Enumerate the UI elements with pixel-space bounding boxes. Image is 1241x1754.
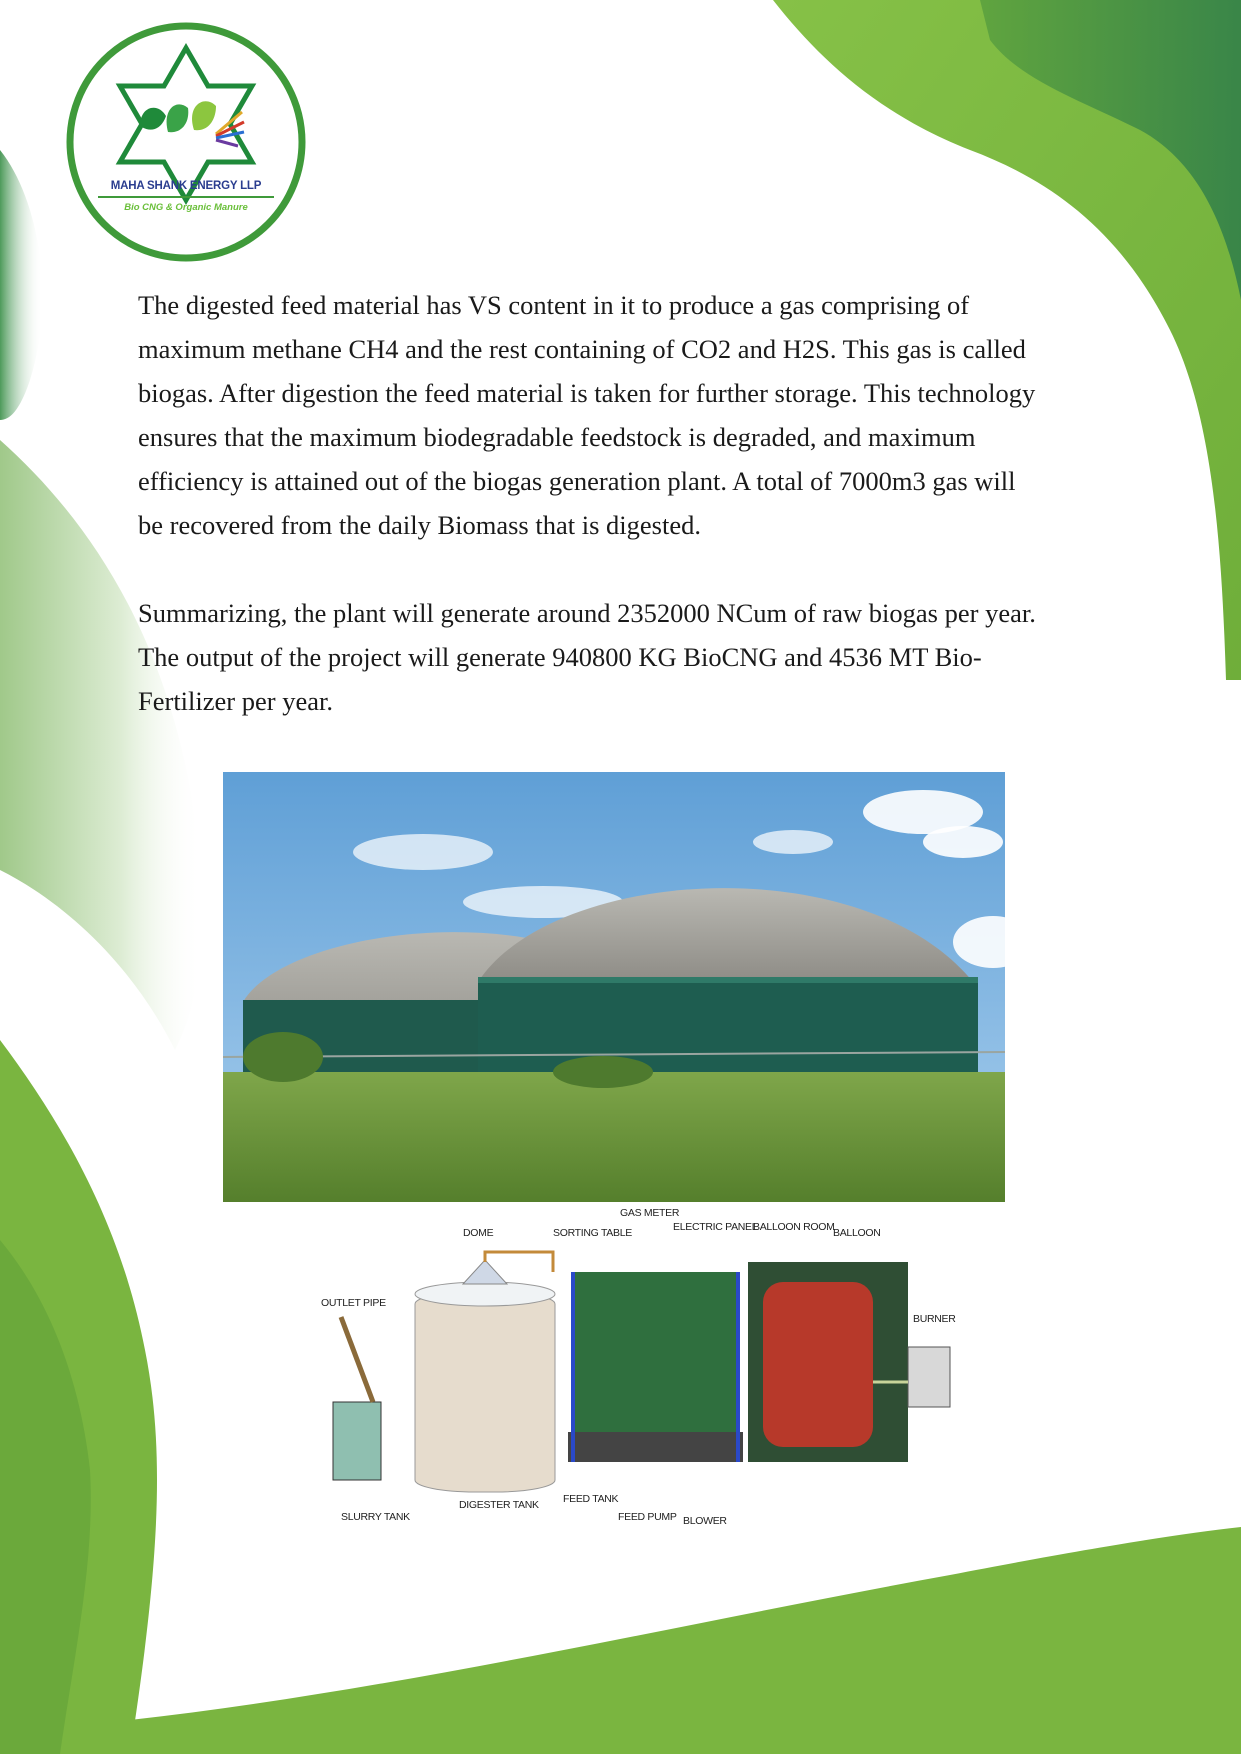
- label-balloon: BALLOON: [833, 1227, 881, 1239]
- label-balloon-room: BALLOON ROOM: [753, 1221, 835, 1233]
- body-text: [138, 283, 1038, 723]
- company-logo: [66, 22, 306, 262]
- label-feed-tank: FEED TANK: [563, 1493, 619, 1505]
- label-electric-panel: ELECTRIC PANEL: [673, 1221, 758, 1233]
- biogas-plant-photo: [223, 772, 1005, 1202]
- label-digester-tank: DIGESTER TANK: [459, 1499, 539, 1511]
- label-burner: BURNER: [913, 1313, 956, 1325]
- logo-emblem-icon: [66, 22, 306, 262]
- process-diagram: [223, 1202, 1005, 1554]
- label-blower: BLOWER: [683, 1515, 727, 1527]
- paragraph-1: The digested feed material has VS content in it to produce a gas comprising of maximum methane CH4 and the rest containing of CO2 and H2S. This gas is called biogas. After digestion the feed material is taken for further storage. This technology ensures that the maximum biodegradable feedstock is degraded, and maximum efficiency is attained out of the biogas generation plant. A total of 7000m3 gas will be recovered from the daily Biomass that is digested.: [138, 290, 1036, 540]
- paragraph-2: Summarizing, the plant will generate around 2352000 NCum of raw biogas per year. The output of the project will generate 940800 KG BioCNG and 4536 MT Bio-Fertilizer per year.: [138, 598, 1036, 716]
- label-dome: DOME: [463, 1227, 494, 1239]
- logo-tagline: Bio CNG & Organic Manure: [124, 202, 248, 213]
- logo-company-name: MAHA SHANK ENERGY LLP: [110, 180, 262, 192]
- label-sorting-table: SORTING TABLE: [553, 1227, 632, 1239]
- label-gas-meter: GAS METER: [620, 1207, 680, 1219]
- label-slurry-tank: SLURRY TANK: [341, 1511, 410, 1523]
- label-feed-pump: FEED PUMP: [618, 1511, 677, 1523]
- label-outlet-pipe: OUTLET PIPE: [321, 1297, 386, 1309]
